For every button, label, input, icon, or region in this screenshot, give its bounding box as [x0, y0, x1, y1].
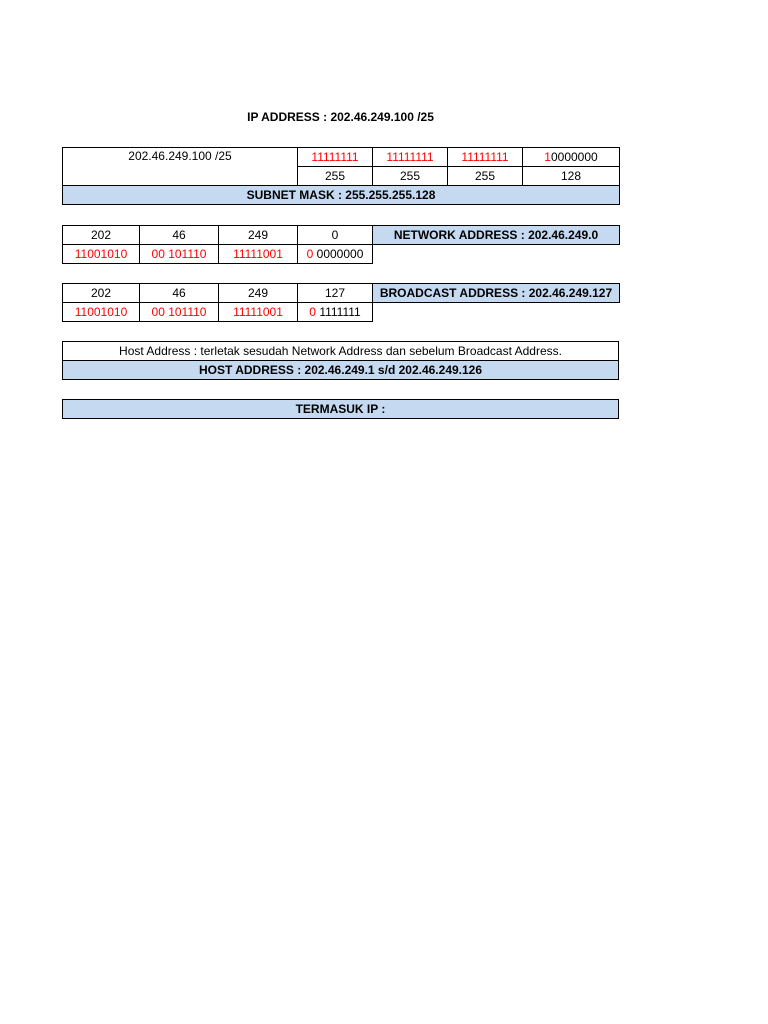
table-row	[63, 342, 619, 361]
ip-address-cell: 202.46.249.100 /25	[63, 148, 298, 186]
page-title: IP ADDRESS : 202.46.249.100 /25	[247, 110, 434, 124]
table-row	[63, 186, 620, 205]
table-row	[63, 148, 620, 167]
mask-octet-binary: 10000000	[523, 148, 620, 167]
network-address-table	[62, 225, 620, 264]
table-row	[63, 303, 620, 322]
termasuk-ip-label: TERMASUK IP :	[63, 400, 619, 419]
table-row	[63, 361, 619, 380]
network-octet-binary: 00 101110	[140, 245, 219, 264]
network-octet-binary: 11111001	[219, 245, 298, 264]
broadcast-octet-decimal: 127	[298, 284, 373, 303]
network-address-result: NETWORK ADDRESS : 202.46.249.0	[373, 226, 620, 245]
mask-octet-binary: 11111111	[298, 148, 373, 167]
broadcast-octet-binary: 11001010	[63, 303, 140, 322]
table-row	[63, 245, 620, 264]
broadcast-octet-binary: 00 101110	[140, 303, 219, 322]
table-row	[63, 226, 620, 245]
mask-octet-decimal: 255	[298, 167, 373, 186]
network-octet-decimal: 46	[140, 226, 219, 245]
subnet-mask-result: SUBNET MASK : 255.255.255.128	[63, 186, 620, 205]
broadcast-octet-binary: 11111001	[219, 303, 298, 322]
broadcast-octet-decimal: 46	[140, 284, 219, 303]
host-address-result: HOST ADDRESS : 202.46.249.1 s/d 202.46.249.126	[63, 361, 619, 380]
broadcast-octet-binary: 0 1111111	[298, 303, 373, 322]
mask-octet-decimal: 255	[373, 167, 448, 186]
termasuk-ip-table	[62, 399, 619, 419]
broadcast-address-result: BROADCAST ADDRESS : 202.46.249.127	[373, 284, 620, 303]
host-address-note: Host Address : terletak sesudah Network Address dan sebelum Broadcast Address.	[63, 342, 619, 361]
host-address-table	[62, 341, 619, 380]
broadcast-octet-decimal: 249	[219, 284, 298, 303]
network-octet-binary: 11001010	[63, 245, 140, 264]
broadcast-address-table	[62, 283, 620, 322]
broadcast-octet-decimal: 202	[63, 284, 140, 303]
network-octet-decimal: 249	[219, 226, 298, 245]
mask-octet-decimal: 255	[448, 167, 523, 186]
mask-octet-binary: 11111111	[373, 148, 448, 167]
mask-octet-binary: 11111111	[448, 148, 523, 167]
network-octet-binary: 0 0000000	[298, 245, 373, 264]
network-octet-decimal: 0	[298, 226, 373, 245]
subnet-mask-table	[62, 147, 620, 205]
table-row	[63, 400, 619, 419]
table-row	[63, 284, 620, 303]
network-octet-decimal: 202	[63, 226, 140, 245]
mask-octet-decimal: 128	[523, 167, 620, 186]
